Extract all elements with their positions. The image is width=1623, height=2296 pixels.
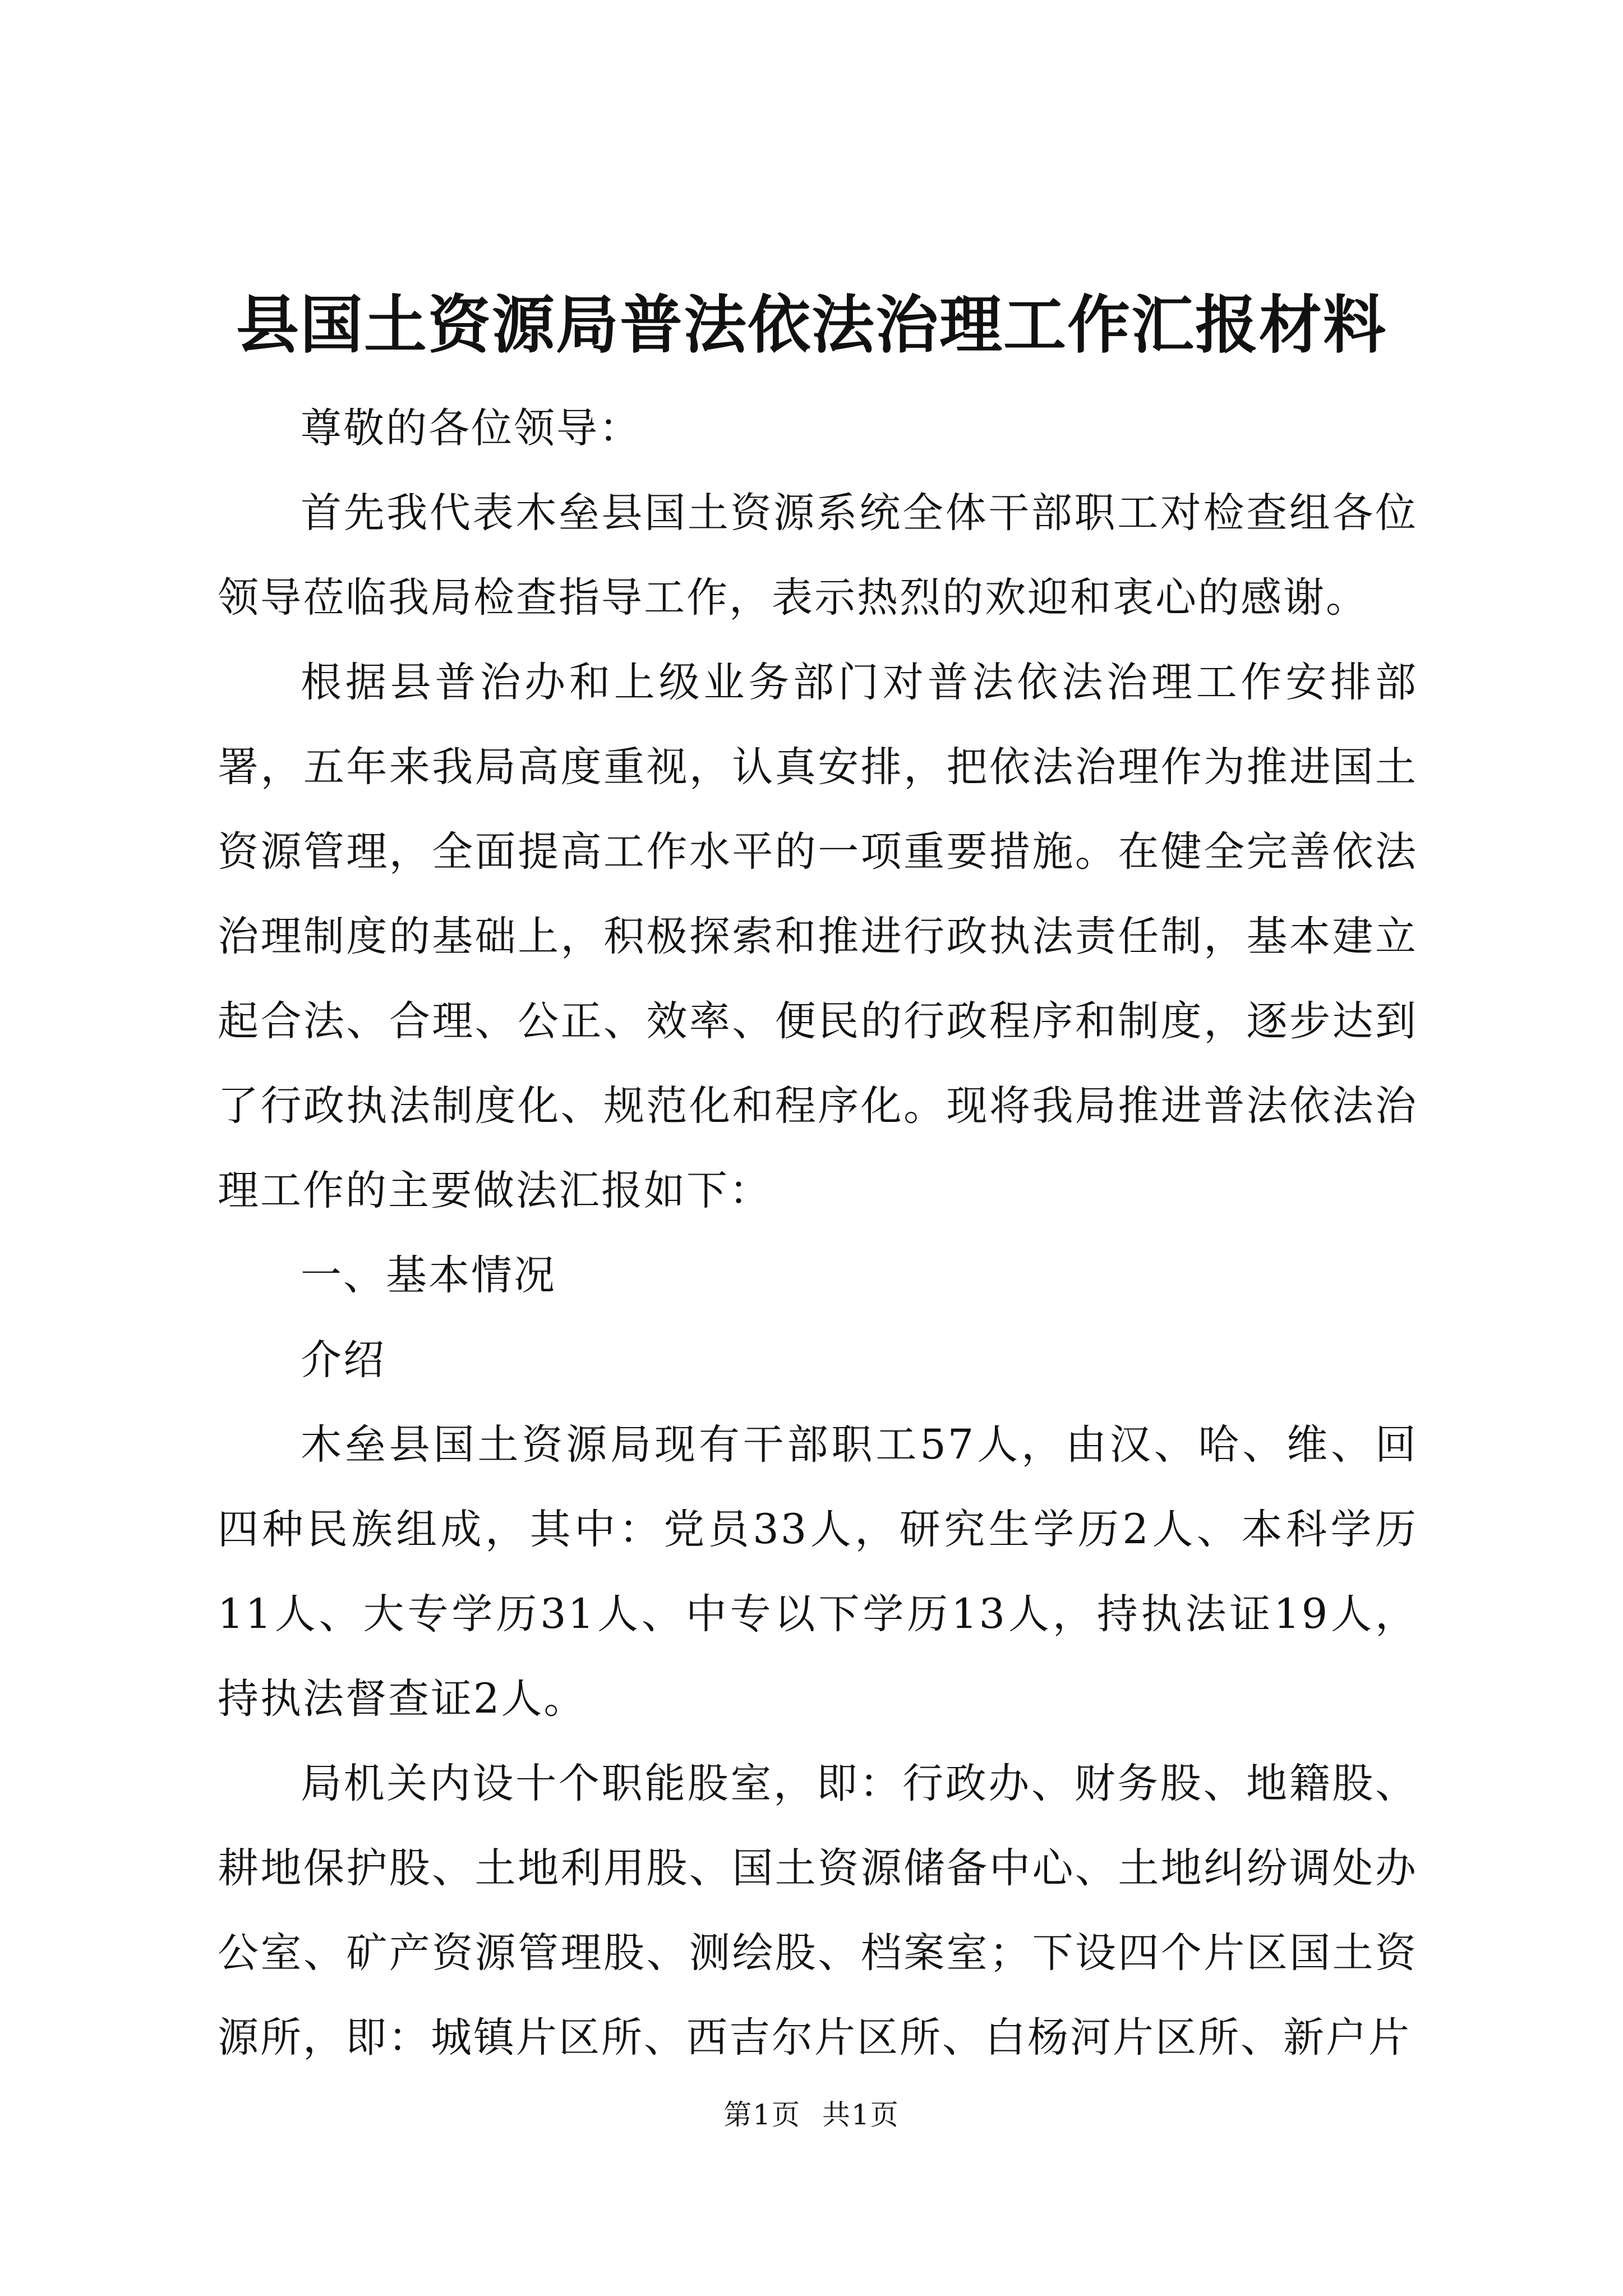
page-total: 共1页 [822,2099,900,2131]
page-number: 第1页 [723,2099,801,2131]
overview-paragraph: 根据县普治办和上级业务部门对普法依法治理工作安排部署，五年来我局高度重视，认真安排，把依法治理作为推进国土资源管理，全面提高工作水平的一项重要措施。在健全完善依法治理制度的基础上，积极探索和推进行政执法责任制，基本建立起合法、合理、公正、效率、便民的行政程序和制度，逐步达到了行政执法制度化、规范化和程序化。现将我局推进普法依法治理工作的主要做法汇报如下： [218,659,1418,1214]
section-heading: 一、基本情况 [301,1251,556,1299]
salutation-paragraph: 尊敬的各位领导： [301,404,642,452]
page-footer [0,2095,1623,2134]
departments-paragraph: 局机关内设十个职能股室，即：行政办、财务股、地籍股、耕地保护股、土地利用股、国土资源储备中心、土地纠纷调处办公室、矿产资源管理股、测绘股、档案室；下设四个片区国土资源所，即：城镇片区所、西吉尔片区所、白杨河片区所、新户片 [218,1760,1418,2062]
document-title: 县国土资源局普法依法治理工作汇报材料 [236,288,1387,362]
intro-paragraph: 首先我代表木垒县国土资源系统全体干部职工对检查组各位领导莅临我局检查指导工作，表示热烈的欢迎和衷心的感谢。 [218,489,1418,622]
document-body [218,386,1418,2080]
section-subheading: 介绍 [301,1336,386,1384]
staff-paragraph: 木垒县国土资源局现有干部职工57人，由汉、哈、维、回四种民族组成，其中：党员33人，研究生学历2人、本科学历11人、大专学历31人、中专以下学历13人，持执法证19人，持执法督查证2人。 [218,1421,1418,1723]
